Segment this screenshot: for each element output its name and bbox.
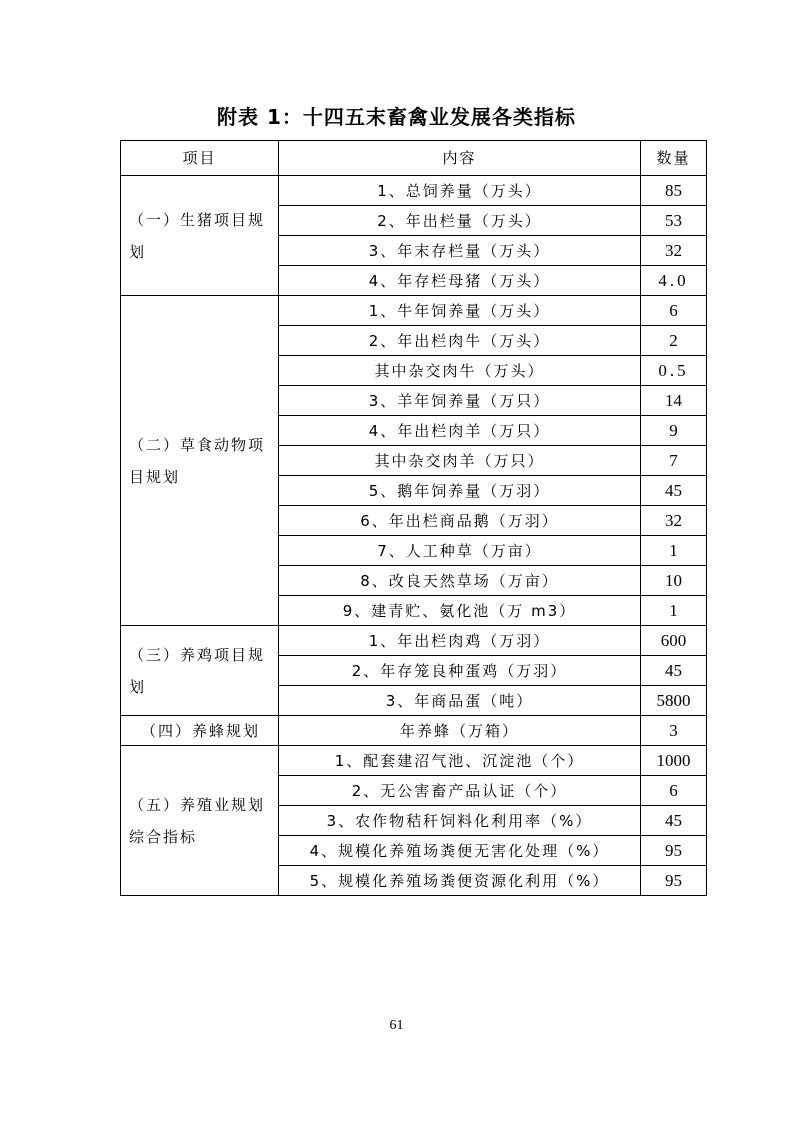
row-content: 2、年出栏量（万头） [279,206,641,236]
row-quantity: 2 [641,326,707,356]
row-quantity: 5800 [641,686,707,716]
row-quantity: 14 [641,386,707,416]
header-quantity: 数量 [641,141,707,176]
row-quantity: 7 [641,446,707,476]
row-quantity: 1 [641,596,707,626]
row-quantity: 95 [641,836,707,866]
row-content: 3、农作物秸秆饲料化利用率（%） [279,806,641,836]
row-content: 5、规模化养殖场粪便资源化利用（%） [279,866,641,896]
table-row [121,176,707,206]
row-quantity: 45 [641,656,707,686]
row-content: 年养蜂（万箱） [279,716,641,746]
group-name-pig: （一）生猪项目规划 [121,176,279,296]
row-content: 4、规模化养殖场粪便无害化处理（%） [279,836,641,866]
group-name-chicken: （三）养鸡项目规划 [121,626,279,716]
row-content: 2、年出栏肉牛（万头） [279,326,641,356]
row-quantity: 45 [641,476,707,506]
row-content: 2、年存笼良种蛋鸡（万羽） [279,656,641,686]
row-quantity: 0.5 [641,356,707,386]
row-quantity: 32 [641,506,707,536]
row-content: 8、改良天然草场（万亩） [279,566,641,596]
row-quantity: 95 [641,866,707,896]
row-content: 3、羊年饲养量（万只） [279,386,641,416]
row-quantity: 1000 [641,746,707,776]
row-quantity: 45 [641,806,707,836]
row-content: 7、人工种草（万亩） [279,536,641,566]
row-quantity: 4.0 [641,266,707,296]
row-quantity: 53 [641,206,707,236]
row-content: 1、总饲养量（万头） [279,176,641,206]
group-name-herbivore: （二）草食动物项目规划 [121,296,279,626]
row-content: 3、年末存栏量（万头） [279,236,641,266]
row-quantity: 600 [641,626,707,656]
row-content: 3、年商品蛋（吨） [279,686,641,716]
row-content: 6、年出栏商品鹅（万羽） [279,506,641,536]
row-quantity: 3 [641,716,707,746]
row-content: 5、鹅年饲养量（万羽） [279,476,641,506]
header-content: 内容 [279,141,641,176]
row-quantity: 1 [641,536,707,566]
row-quantity: 85 [641,176,707,206]
table-header-row [121,141,707,176]
row-quantity: 6 [641,296,707,326]
table-row [121,746,707,776]
document-title: 附表 1：十四五末畜禽业发展各类指标 [217,105,576,129]
table-row [121,296,707,326]
row-quantity: 9 [641,416,707,446]
row-content: 4、年存栏母猪（万头） [279,266,641,296]
row-content: 1、年出栏肉鸡（万羽） [279,626,641,656]
row-content: 4、年出栏肉羊（万只） [279,416,641,446]
row-content: 其中杂交肉羊（万只） [279,446,641,476]
row-quantity: 32 [641,236,707,266]
row-quantity: 6 [641,776,707,806]
row-content: 9、建青贮、氨化池（万 m3） [279,596,641,626]
row-content: 2、无公害畜产品认证（个） [279,776,641,806]
header-project: 项目 [121,141,279,176]
row-content: 1、配套建沼气池、沉淀池（个） [279,746,641,776]
group-name-bee: （四）养蜂规划 [121,716,279,746]
table-row [121,626,707,656]
row-content: 其中杂交肉牛（万头） [279,356,641,386]
row-content: 1、牛年饲养量（万头） [279,296,641,326]
table-row [121,716,707,746]
page-number: 61 [389,1018,404,1033]
row-quantity: 10 [641,566,707,596]
indicators-table [120,140,707,896]
group-name-overall: （五）养殖业规划综合指标 [121,746,279,896]
